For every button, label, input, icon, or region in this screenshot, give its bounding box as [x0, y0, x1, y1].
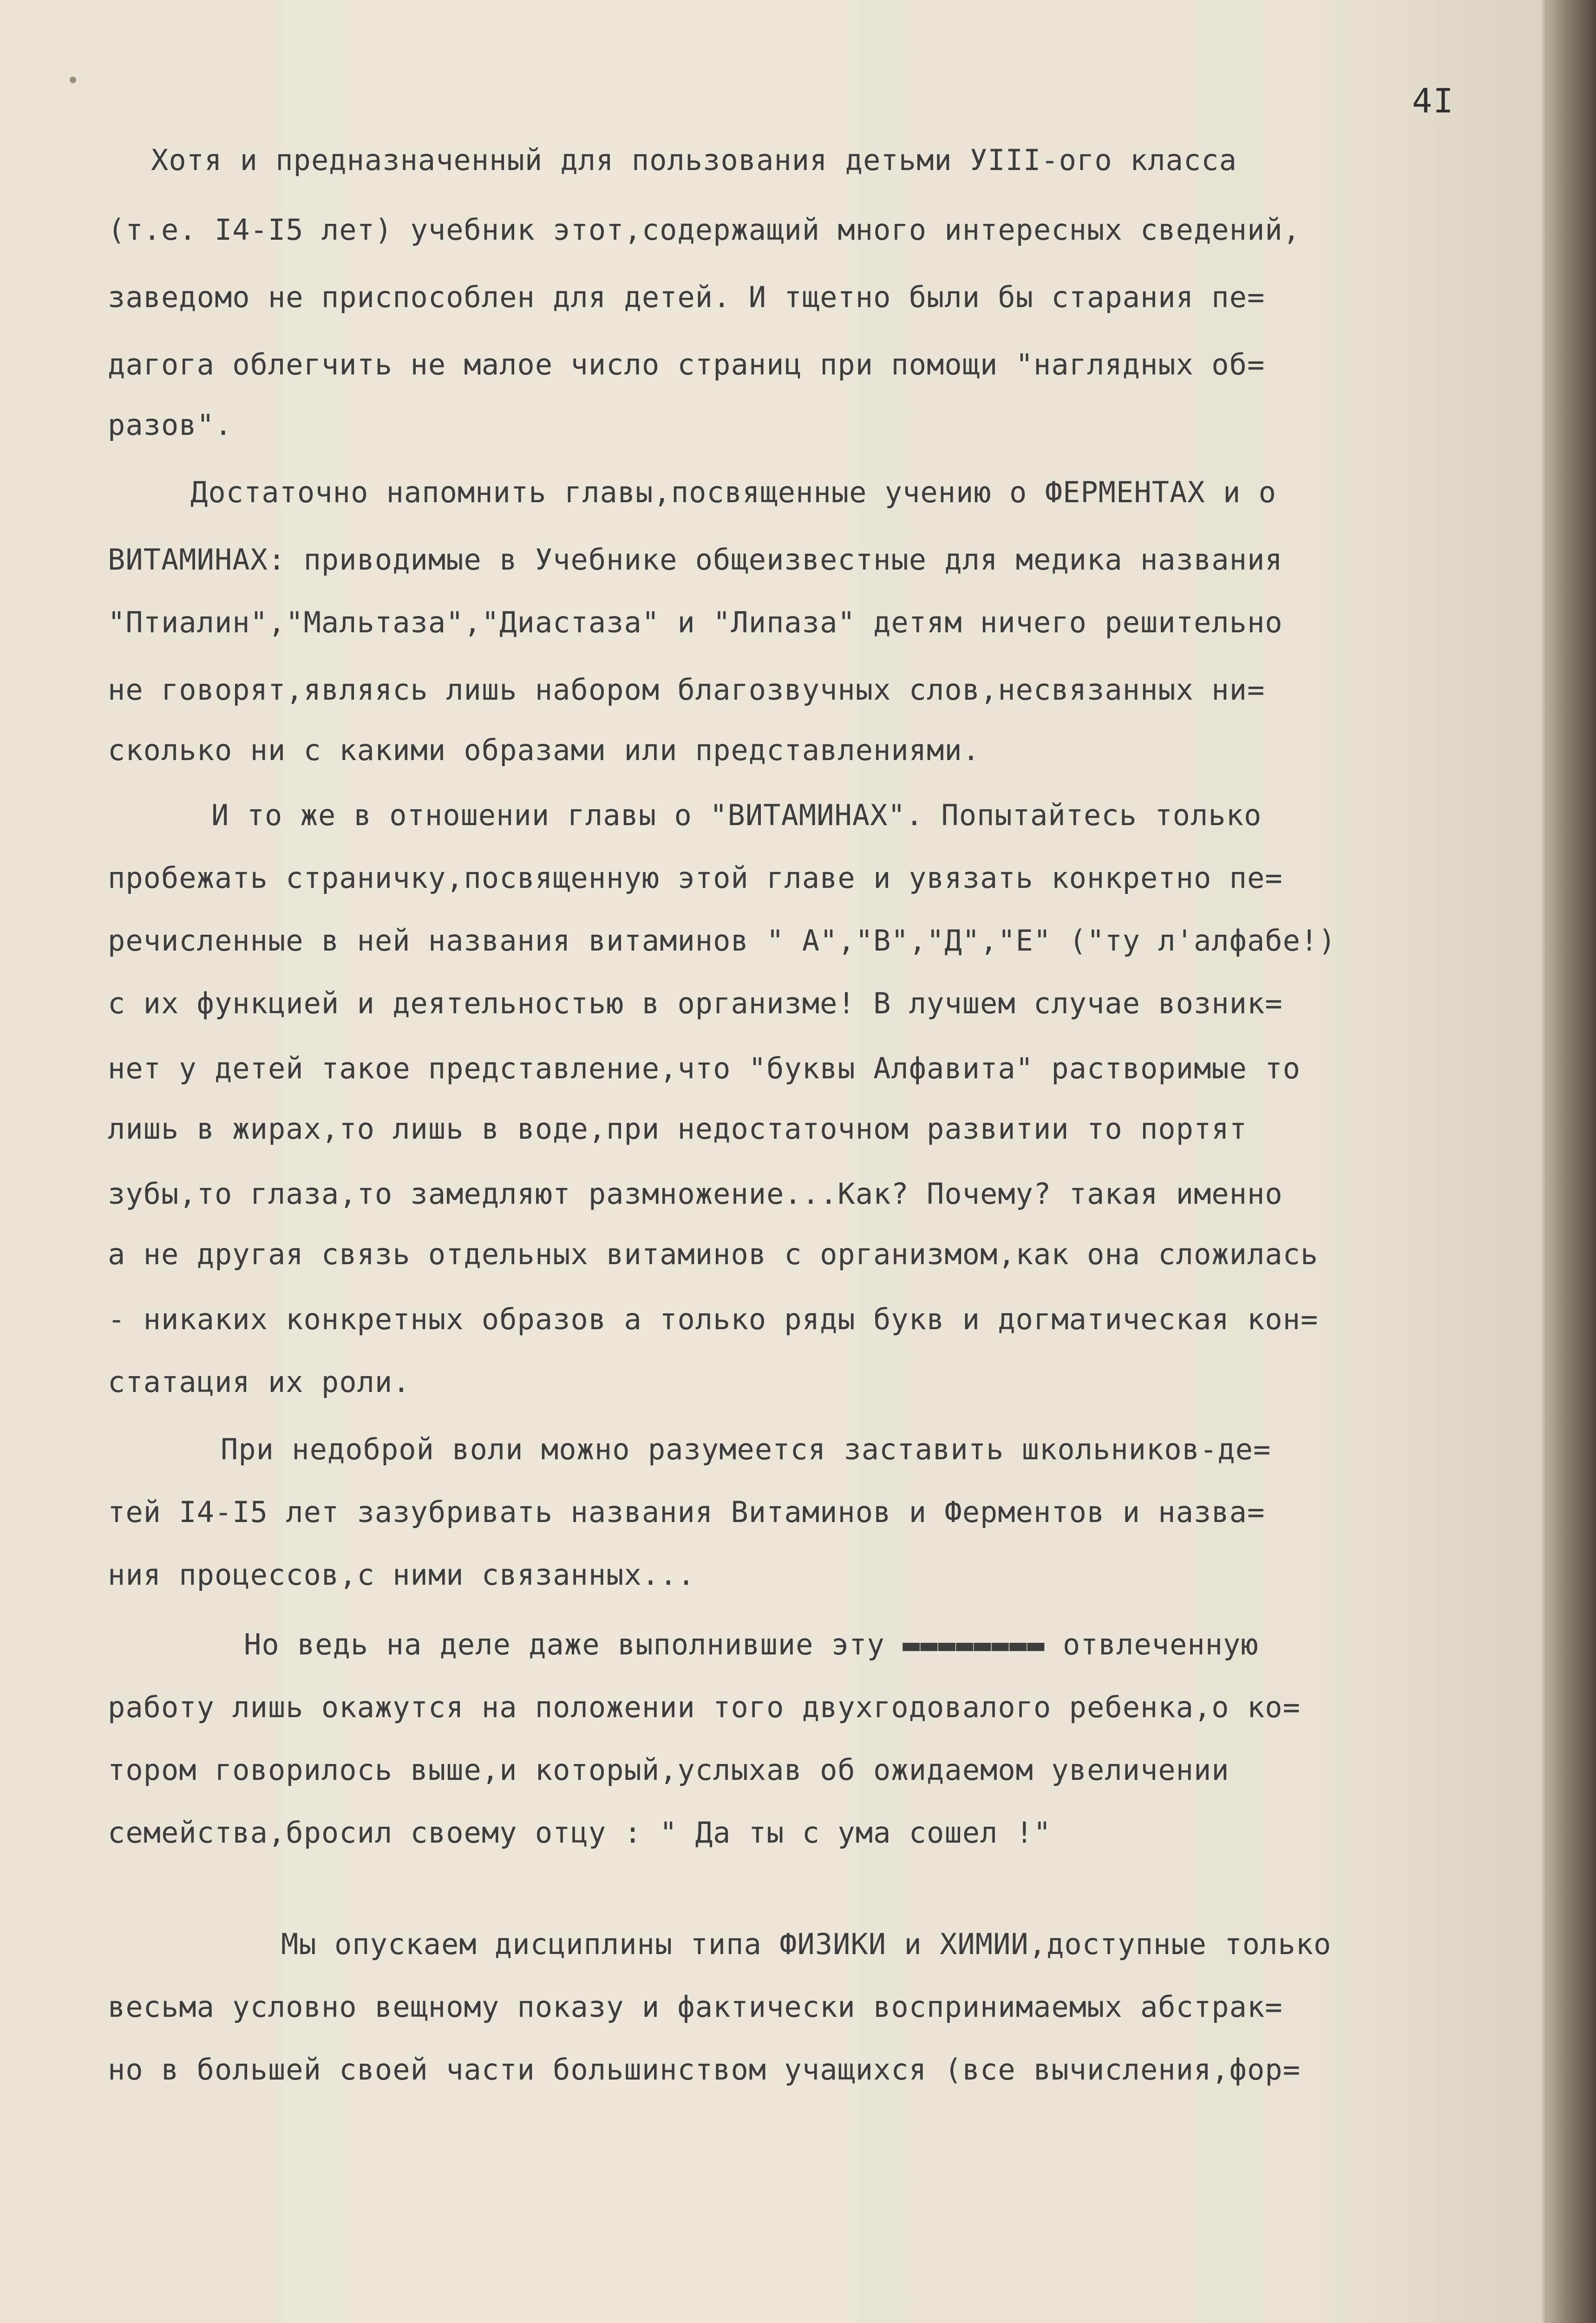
binding-edge: [1547, 0, 1596, 2323]
page-number: 4I: [1412, 81, 1454, 120]
text-line: семейства,бросил своему отцу : " Да ты с ума сошел !": [108, 1816, 1052, 1850]
paper-speck: [70, 77, 76, 83]
text-line: с их функцией и деятельностью в организме! В лучшем случае возник=: [108, 986, 1283, 1020]
text-line: Мы опускаем дисциплины типа ФИЗИКИ и ХИМИИ,доступные только: [281, 1927, 1332, 1961]
text-line: дагога облегчить не малое число страниц при помощи "наглядных об=: [108, 348, 1265, 381]
text-line: ния процессов,с ними связанных...: [108, 1558, 695, 1592]
text-line: При недоброй воли можно разумеется заставить школьников-де=: [221, 1432, 1271, 1466]
text-line: ВИТАМИНАХ: приводимые в Учебнике общеизвестные для медика названия: [108, 543, 1283, 577]
text-line: тей I4-I5 лет зазубривать названия Витаминов и Ферментов и назва=: [108, 1495, 1265, 1529]
text-line: но в большей своей части большинством учащихся (все вычисления,фор=: [108, 2053, 1301, 2087]
text-line: Хотя и предназначенный для пользования детьми УIII-ого класса: [151, 143, 1237, 177]
text-line: сколько ни с какими образами или представлениями.: [108, 733, 981, 767]
text-line: Достаточно напомнить главы,посвященные учению о ФЕРМЕНТАХ и о: [190, 475, 1276, 509]
text-line: речисленные в ней названия витаминов " А","В","Д","Е" ("ту л'алфабе!): [108, 924, 1336, 958]
text-line: лишь в жирах,то лишь в воде,при недостаточном развитии то портят: [108, 1112, 1247, 1146]
text-line: "Птиалин","Мальтаза","Диастаза" и "Липаза" детям ничего решительно: [108, 605, 1283, 639]
text-line: статация их роли.: [108, 1365, 411, 1399]
text-line: не говорят,являясь лишь набором благозвучных слов,несвязанных ни=: [108, 673, 1265, 707]
text-line: а не другая связь отдельных витаминов с организмом,как она сложилась: [108, 1237, 1319, 1271]
text-line: тором говорилось выше,и который,услыхав об ожидаемом увеличении: [108, 1753, 1230, 1787]
text-line: И то же в отношении главы о "ВИТАМИНАХ". Попытайтесь только: [211, 798, 1262, 832]
text-line: нет у детей такое представление,что "буквы Алфавита" растворимые то: [108, 1051, 1301, 1085]
text-line: разов".: [108, 408, 233, 442]
text-line: Но ведь на деле даже выполнившие эту ▬▬▬▬▬▬▬▬ отвлеченную: [244, 1627, 1259, 1661]
text-line: весьма условно вещному показу и фактически воспринимаемых абстрак=: [108, 1990, 1283, 2024]
text-line: пробежать страничку,посвященную этой главе и увязать конкретно пе=: [108, 861, 1283, 895]
text-line: (т.е. I4-I5 лет) учебник этот,содержащий много интересных сведений,: [108, 213, 1301, 247]
text-line: зубы,то глаза,то замедляют размножение...Как? Почему? такая именно: [108, 1177, 1283, 1211]
text-line: заведомо не приспособлен для детей. И тщетно были бы старания пе=: [108, 280, 1265, 314]
text-line: - никаких конкретных образов а только ряды букв и догматическая кон=: [108, 1302, 1319, 1336]
text-line: работу лишь окажутся на положении того двухгодовалого ребенка,о ко=: [108, 1690, 1301, 1724]
